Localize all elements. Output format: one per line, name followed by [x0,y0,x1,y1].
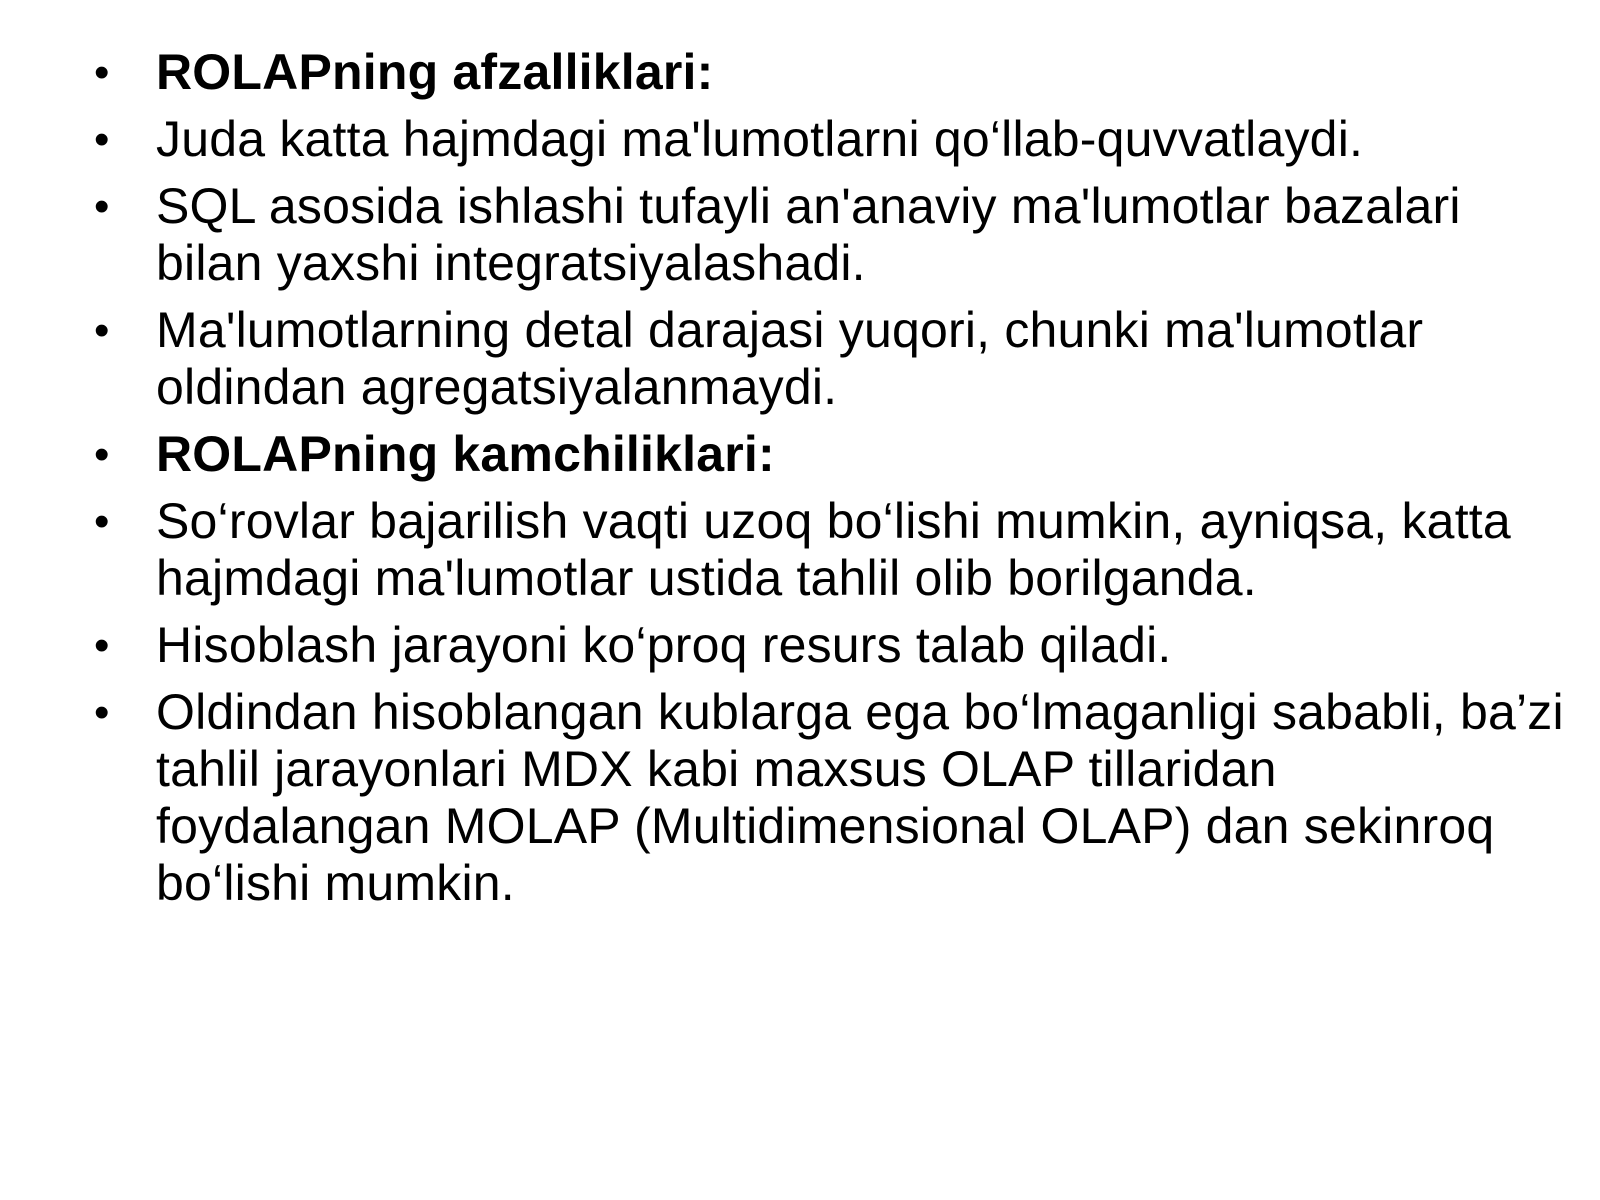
bullet-icon: • [94,621,110,670]
disadvantages-heading: ROLAPning kamchiliklari: [156,426,775,482]
list-item [94,493,1564,607]
list-item [94,302,1564,416]
bullet-list [94,44,1564,922]
bullet-text: SQL asosida ishlashi tufayli an'anaviy ma'lumotlar bazalari bilan yaxshi integratsiyalashadi. [156,178,1461,291]
list-item-disadvantages-heading [94,426,1564,483]
bullet-text: Oldindan hisoblangan kublarga ega bo‘lmaganligi sababli, ba’zi tahlil jarayonlari MDX kabi maxsus OLAP tillaridan foydalangan MOLAP (Multidimensional OLAP) dan sekinroq bo‘lishi mumkin. [156,684,1564,911]
bullet-icon: • [94,182,110,231]
bullet-icon: • [94,115,110,164]
list-item [94,178,1564,292]
bullet-text: Juda katta hajmdagi ma'lumotlarni qo‘llab-quvvatlaydi. [156,111,1364,167]
advantages-heading: ROLAPning afzalliklari: [156,44,714,100]
list-item [94,111,1564,168]
bullet-icon: • [94,48,110,97]
bullet-icon: • [94,688,110,737]
bullet-text: So‘rovlar bajarilish vaqti uzoq bo‘lishi mumkin, ayniqsa, katta hajmdagi ma'lumotlar ustida tahlil olib borilganda. [156,493,1511,606]
bullet-icon: • [94,497,110,546]
list-item [94,617,1564,674]
bullet-icon: • [94,430,110,479]
bullet-icon: • [94,306,110,355]
bullet-text: Ma'lumotlarning detal darajasi yuqori, chunki ma'lumotlar oldindan agregatsiyalanmaydi. [156,302,1424,415]
list-item-advantages-heading [94,44,1564,101]
bullet-text: Hisoblash jarayoni ko‘proq resurs talab qiladi. [156,617,1172,673]
list-item [94,684,1564,912]
